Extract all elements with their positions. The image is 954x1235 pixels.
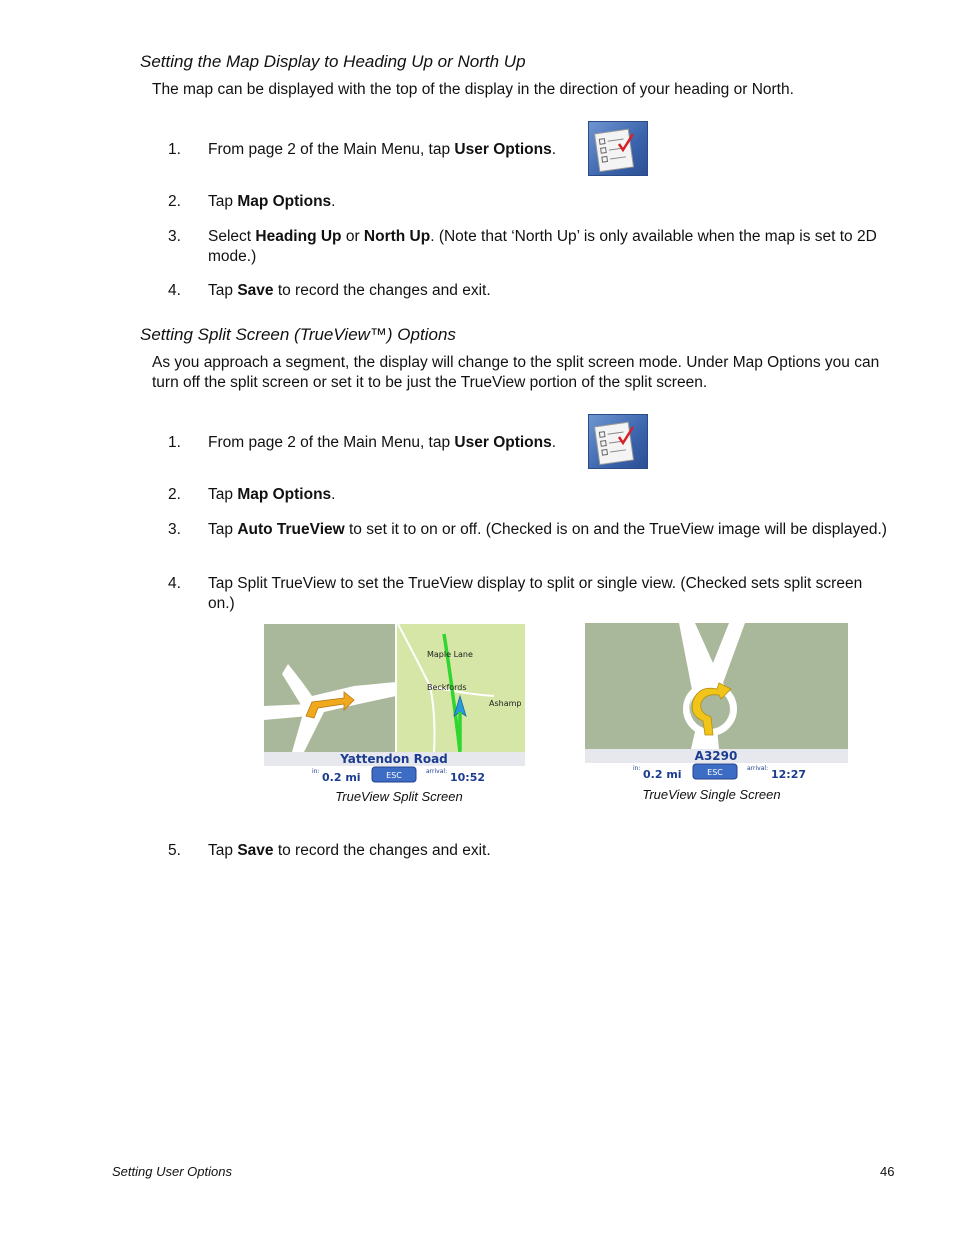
step-text: Tap (208, 521, 238, 538)
section-heading-map-display: Setting the Map Display to Heading Up or North Up (140, 52, 526, 71)
in-label: in: (312, 768, 320, 775)
distance-value: 0.2 mi (643, 768, 682, 781)
step-bold: North Up (363, 228, 431, 245)
step-text: From page 2 of the Main Menu, tap (208, 434, 455, 451)
step-text: . (551, 434, 557, 451)
place-label: Beckfords (427, 683, 467, 692)
step-bold: Save (237, 282, 274, 299)
single-screen-caption: TrueView Single Screen (642, 787, 781, 802)
step-number: 2. (168, 193, 181, 210)
step-number: 5. (168, 842, 181, 859)
step-text: . (551, 141, 557, 158)
step-bold: Map Options (237, 486, 332, 503)
in-label: in: (633, 765, 641, 772)
step-bold: User Options (454, 141, 552, 158)
step-number: 4. (168, 282, 181, 299)
step-number: 2. (168, 486, 181, 503)
section-intro: The map can be displayed with the top of the display in the direction of your heading or North. (152, 81, 794, 98)
section-heading-split-screen: Setting Split Screen (TrueView™) Options (140, 325, 456, 344)
step-bold: User Options (454, 434, 552, 451)
trueview-split-screen-image (264, 624, 525, 784)
step-bold: Map Options (237, 193, 332, 210)
step-number: 1. (168, 141, 181, 158)
arrival-label: arrival: (426, 768, 448, 775)
arrival-time: 10:52 (450, 771, 486, 784)
split-screen-svg (264, 624, 525, 784)
step-number: 1. (168, 434, 181, 451)
step-text: to set it to on or off. (Checked is on and the TrueView image will be displayed.) (344, 521, 887, 538)
page-number: 46 (880, 1164, 895, 1179)
step-number: 4. (168, 575, 181, 592)
step-text: . (Note that ‘North Up’ is only available when the map is set to 2D mode.) (208, 228, 877, 265)
user-options-icon (588, 121, 648, 176)
step-number: 3. (168, 521, 181, 538)
step-number: 3. (168, 228, 181, 245)
esc-button: ESC (386, 771, 402, 780)
step-text: Tap (208, 842, 238, 859)
footer-section-title: Setting User Options (112, 1164, 232, 1179)
arrival-time: 12:27 (771, 768, 807, 781)
road-name: Yattendon Road (340, 752, 448, 766)
arrival-label: arrival: (747, 765, 769, 772)
step-text: to record the changes and exit. (273, 842, 491, 859)
distance-value: 0.2 mi (322, 771, 361, 784)
road-name: A3290 (694, 749, 738, 763)
split-screen-caption: TrueView Split Screen (335, 789, 463, 804)
step-text: Tap (208, 486, 238, 503)
step-bold: Heading Up (255, 228, 342, 245)
step-text: Tap (208, 282, 238, 299)
section-intro: As you approach a segment, the display will change to the split screen mode. Under Map Options you can turn off the split screen or set it to be just the TrueView portion of the split screen. (152, 354, 880, 391)
step-text: or (341, 228, 364, 245)
step-text: From page 2 of the Main Menu, tap (208, 141, 455, 158)
step-bold: Save (237, 842, 274, 859)
esc-button: ESC (707, 768, 723, 777)
place-label: Ashamp (489, 699, 522, 708)
single-screen-svg (585, 623, 848, 781)
place-label: Maple Lane (427, 650, 473, 659)
step-text: Select (208, 228, 256, 245)
trueview-single-screen-image (585, 623, 848, 781)
user-options-icon (588, 414, 648, 469)
step-text: to record the changes and exit. (273, 282, 491, 299)
step-text: Tap Split TrueView to set the TrueView display to split or single view. (Checked sets split screen on.) (208, 575, 863, 612)
step-text: . (331, 193, 336, 210)
step-text: . (331, 486, 336, 503)
step-text: Tap (208, 193, 238, 210)
step-bold: Auto TrueView (237, 521, 345, 538)
